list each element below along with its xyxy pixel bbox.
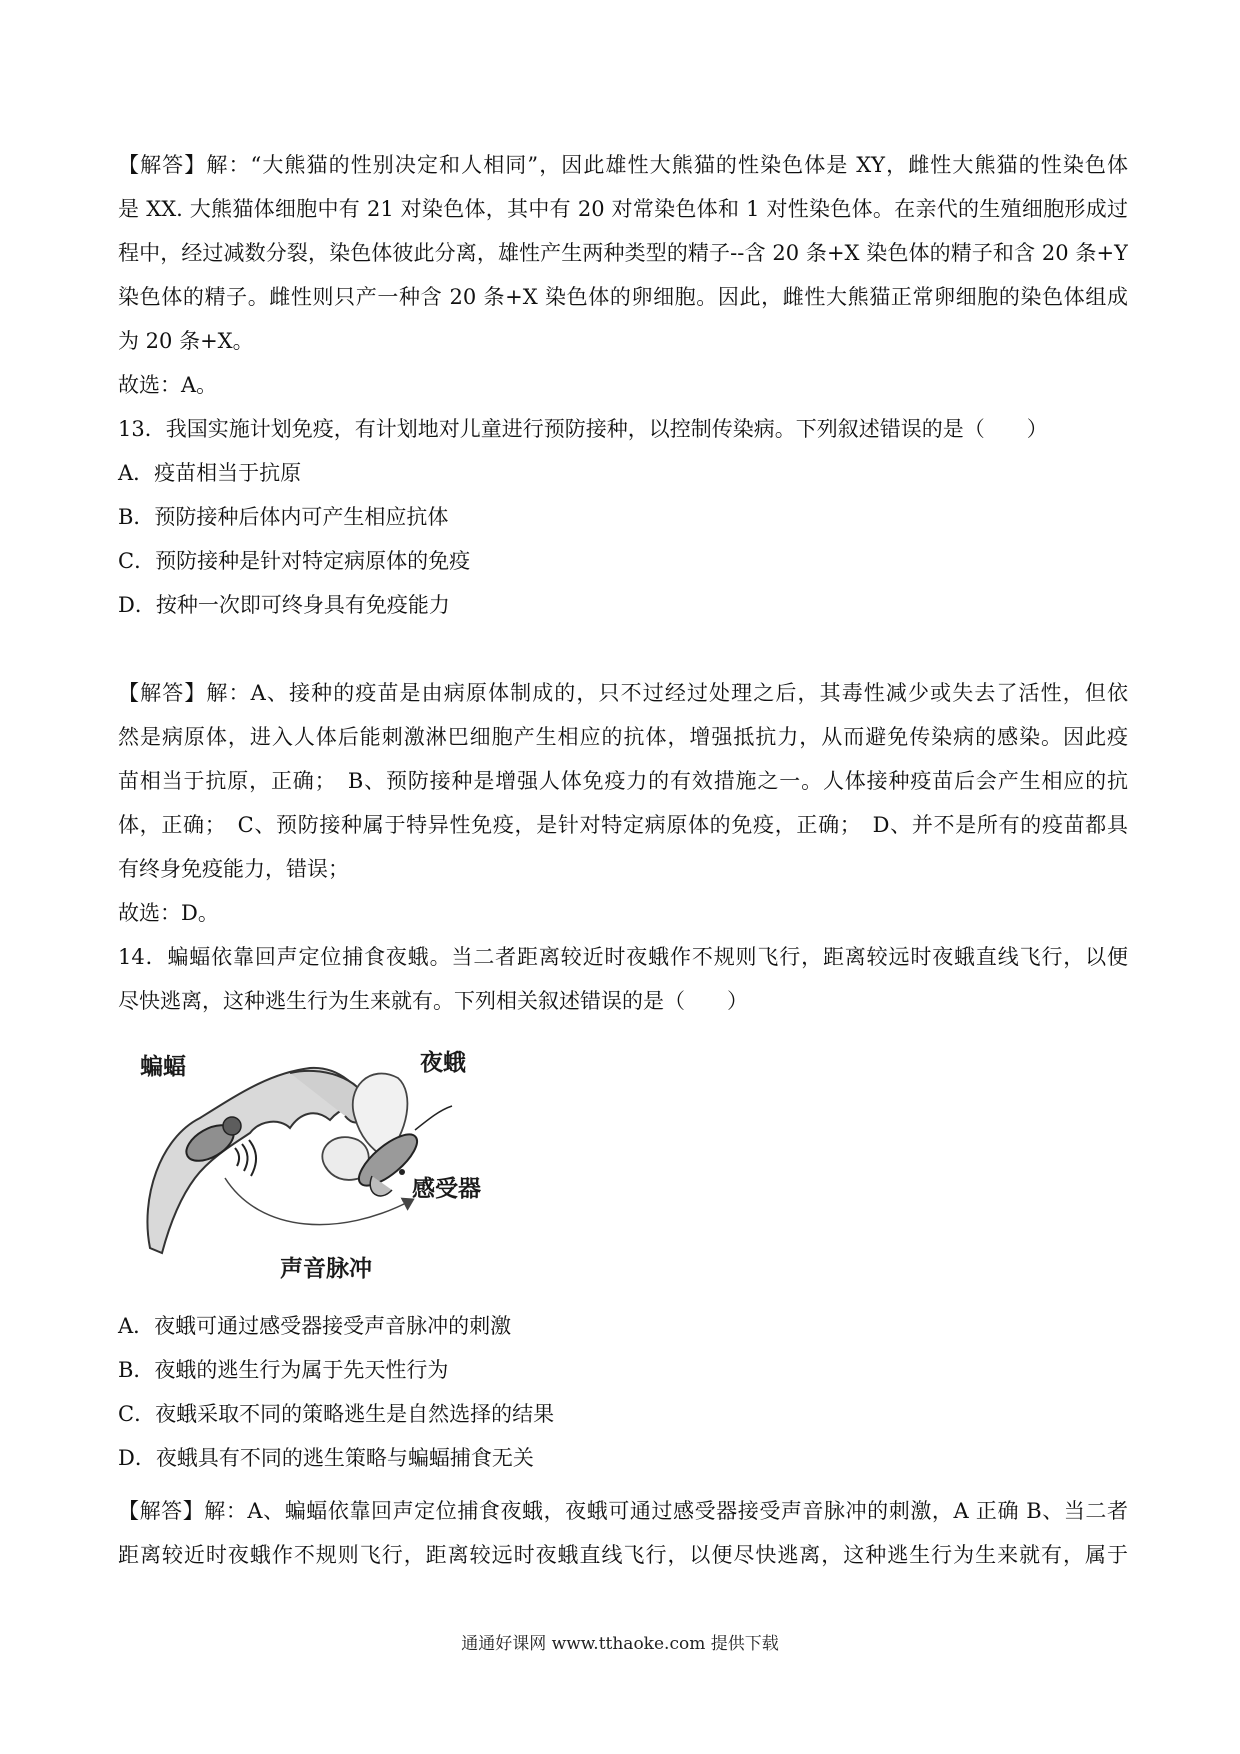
answer13-line-3: 苗相当于抗原，正确； B、预防接种是增强人体免疫力的有效措施之一。人体接种疫苗后会产生相应的抗 <box>118 769 1128 793</box>
answer12-line-5: 为 20 条+X。 <box>118 329 254 353</box>
label-sound-pulse: 声音脉冲 <box>280 1256 372 1282</box>
label-receptor: 感受器 <box>412 1176 481 1202</box>
answer12-line-2: 是 XX. 大熊猫体细胞中有 21 对染色体，其中有 20 对常染色体和 1 对性染色体。在亲代的生殖细胞形成过 <box>118 197 1128 221</box>
answer13-choice: 故选：D。 <box>118 901 219 925</box>
bat-moth-illustration <box>140 1048 530 1282</box>
question13-option-c: C．预防接种是针对特定病原体的免疫 <box>118 549 471 573</box>
question13-option-b: B．预防接种后体内可产生相应抗体 <box>118 505 449 529</box>
answer13-line-2: 然是病原体，进入人体后能刺激淋巴细胞产生相应的抗体，增强抵抗力，从而避免传染病的感染。因此疫 <box>118 725 1128 749</box>
question14-stem-line-1: 14．蝙蝠依靠回声定位捕食夜蛾。当二者距离较近时夜蛾作不规则飞行，距离较远时夜蛾直线飞行，以便 <box>118 945 1128 969</box>
page-footer: 通通好课网 www.tthaoke.com 提供下载 <box>461 1634 779 1654</box>
question14-option-a: A．夜蛾可通过感受器接受声音脉冲的刺激 <box>118 1314 512 1338</box>
answer13-line-5: 有终身免疫能力，错误； <box>118 857 349 881</box>
label-bat: 蝙蝠 <box>140 1054 186 1080</box>
question13-option-d: D．按种一次即可终身具有免疫能力 <box>118 593 450 617</box>
question13-option-a: A．疫苗相当于抗原 <box>118 461 302 485</box>
label-moth: 夜蛾 <box>420 1050 466 1076</box>
answer12-line-3: 程中，经过减数分裂，染色体彼此分离，雄性产生两种类型的精子--含 20 条+X 染色体的精子和含 20 条+Y <box>118 241 1128 265</box>
sound-wave-3 <box>249 1140 256 1176</box>
answer12-line-1: 【解答】解：“大熊猫的性别决定和人相同”，因此雄性大熊猫的性染色体是 XY，雌性大熊猫的性染色体 <box>118 153 1128 177</box>
question13-stem: 13．我国实施计划免疫，有计划地对儿童进行预防接种，以控制传染病。下列叙述错误的是（ ） <box>118 417 1048 441</box>
answer13-line-4: 体，正确； C、预防接种属于特异性免疫，是针对特定病原体的免疫，正确； D、并不是所有的疫苗都具 <box>118 813 1128 837</box>
answer14-line-1: 【解答】解：A、蝙蝠依靠回声定位捕食夜蛾，夜蛾可通过感受器接受声音脉冲的刺激，A 正确 B、当二者 <box>118 1499 1128 1523</box>
question14-stem-line-2: 尽快逃离，这种逃生行为生来就有。下列相关叙述错误的是（ ） <box>118 989 748 1013</box>
answer12-line-4: 染色体的精子。雌性则只产一种含 20 条+X 染色体的卵细胞。因此，雌性大熊猫正常卵细胞的染色体组成 <box>118 285 1128 309</box>
answer14-line-2: 距离较近时夜蛾作不规则飞行，距离较远时夜蛾直线飞行，以便尽快逃离，这种逃生行为生来就有，属于 <box>118 1543 1128 1567</box>
answer13-line-1: 【解答】解：A、接种的疫苗是由病原体制成的，只不过经过处理之后，其毒性减少或失去了活性，但依 <box>118 681 1128 705</box>
question14-option-d: D．夜蛾具有不同的逃生策略与蝙蝠捕食无关 <box>118 1446 534 1470</box>
sound-wave-1 <box>235 1148 239 1166</box>
moth-antenna <box>415 1106 452 1130</box>
answer12-choice: 故选：A。 <box>118 373 218 397</box>
sound-wave-2 <box>242 1144 248 1171</box>
question14-option-b: B．夜蛾的逃生行为属于先天性行为 <box>118 1358 449 1382</box>
bat-moth-figure <box>140 1048 530 1282</box>
question14-option-c: C．夜蛾采取不同的策略逃生是自然选择的结果 <box>118 1402 555 1426</box>
receptor-dot <box>399 1169 405 1175</box>
bat-head <box>223 1117 241 1135</box>
